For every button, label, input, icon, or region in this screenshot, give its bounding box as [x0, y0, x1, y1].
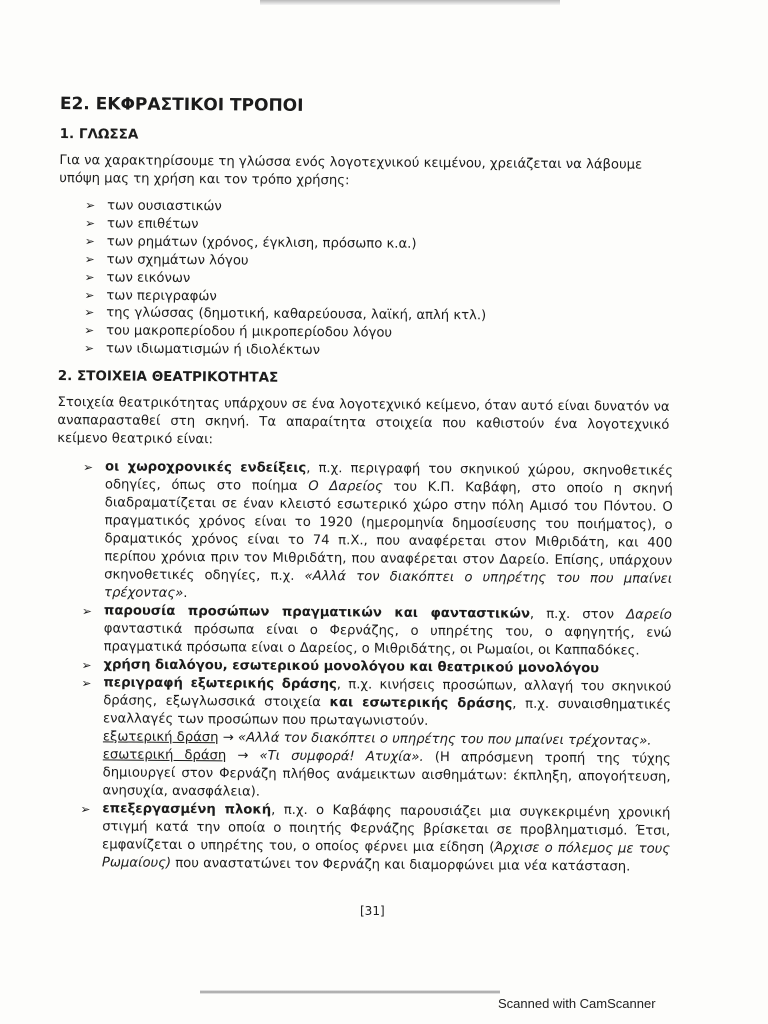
list-item-spatiotemporal: [82, 458, 673, 607]
section-1-title: 1. ΓΛΩΣΣΑ: [59, 126, 139, 143]
text: , π.χ. ο Καβάφης παρουσιάζει μια συγκεκριμένη χρονική στιγμή κατά την οποία ο ποιητής Φερνάζης βρίσκεται σε προβληματισμό. Έτσι, εμφανίζεται ο υπηρέτης του, ο οποίος φέρνει μια είδηση (: [102, 802, 671, 856]
list-item-persons: [82, 602, 672, 661]
scanner-watermark: Scanned with CamScanner: [498, 996, 656, 1011]
text: , π.χ. στον: [529, 606, 627, 623]
quote: «Αλλά τον διακόπτει ο υπηρέτης του που μπαίνει τρέχοντας».: [237, 730, 652, 749]
scan-shadow-top: [260, 0, 560, 5]
term: οι χωροχρονικές ενδείξεις: [104, 459, 307, 476]
label-internal-action: εσωτερική δράση: [102, 747, 227, 764]
list-item: ➢ των εικόνων: [84, 269, 486, 290]
list-item-action: [80, 674, 671, 805]
text: .: [183, 585, 188, 602]
arrow: →: [218, 730, 239, 746]
quote: «Αλλά τον διακόπτει ο υπηρέτης του που μπαίνει τρέχοντας»: [104, 568, 673, 601]
term: επεξεργασμένη πλοκή: [102, 801, 272, 818]
quote: Άρχισε ο πόλεμος με τους Ρωμαίους): [101, 840, 671, 871]
list-item: ➢ των ιδιωματισμών ή ιδιολέκτων: [84, 340, 486, 361]
list-item: ➢ της γλώσσας (δημοτική, καθαρεύουσα, λαϊκή, απλή κτλ.): [84, 305, 486, 326]
text: , π.χ. συναισθηματικές εναλλαγές των προσώπων που πρωταγωνιστούν.: [103, 696, 672, 729]
theatricality-elements-list: [80, 458, 673, 877]
text: φανταστικά πρόσωπα είναι ο Φερνάζης, ο υπηρέτης του, ο αφηγητής, ενώ πραγματικά πρόσωπα είναι ο Δαρείος, ο Μιθριδάτης, οι Ρωμαίοι, οι Καππαδόκες.: [103, 621, 672, 659]
text: του Κ.Π. Καβάφη, στο οποίο η σκηνή διαδραματίζεται σε έναν κλειστό εσωτερικό χώρο στην πόλη Αμισό του Πόντου. Ο πραγματικός χρόνος είναι το 1920 (ημερομηνία δημοσίευσης του ποιήματος), ο δραματικός χρόνος είναι το 74 π.Χ., που αναφέρεται στον Μιθριδάτη, και 400 περίπου χρόνια πριν τον Μιθριδάτη, που αναφέρεται στον Δαρείο. Επίσης, υπάρχουν σκηνοθετικές οδηγίες, π.χ.: [104, 479, 673, 584]
list-item: ➢ των ουσιαστικών: [85, 197, 487, 218]
list-item: ➢ των ρημάτων (χρόνος, έγκλιση, πρόσωπο κ.α.): [85, 233, 487, 254]
text: που αναστατώνει τον Φερνάζη και διαμορφώνει μια νέα κατάσταση.: [171, 855, 631, 875]
page-header: Ε2. ΕΚΦΡΑΣΤΙΚΟΙ ΤΡΟΠΟΙ: [59, 94, 304, 116]
term: παρουσία προσώπων πραγματικών και φανταστικών: [103, 603, 531, 622]
list-item: ➢ των επιθέτων: [85, 215, 487, 236]
page-number: [31]: [360, 904, 385, 918]
section-1-intro: Για να χαρακτηρίσουμε τη γλώσσα ενός λογοτεχνικού κειμένου, χρειάζεται να λάβουμε υπόψη μας τη χρήση και τον τρόπο χρήσης:: [59, 153, 643, 189]
arrow: →: [226, 748, 260, 764]
section-2-title: 2. ΣΤΟΙΧΕΙΑ ΘΕΑΤΡΙΚΟΤΗΤΑΣ: [57, 368, 279, 386]
list-item: ➢ του μακροπερίοδου ή μικροπερίοδου λόγου: [84, 323, 486, 344]
label-external-action: εξωτερική δράση: [102, 729, 219, 746]
list-item: ➢ των σχημάτων λόγου: [85, 251, 487, 272]
text: (Η απρόσμενη τροπή της τύχης δημιουργεί στον Φερνάζη πλήθος ανάμεικτων αισθημάτων: έκπληξη, απογοήτευση, ανησυχία, ανασφάλεια).: [102, 749, 671, 800]
text: , π.χ. περιγραφή του σκηνικού χώρου, σκηνοθετικές οδηγίες, όπως στο ποίημα: [104, 460, 674, 494]
scan-shadow-bottom: [200, 990, 500, 994]
language-criteria-list: [84, 197, 487, 361]
quote: «Τι συμφορά! Ατυχία».: [259, 748, 424, 765]
poem-title: Δαρείο: [626, 607, 672, 623]
list-item: ➢ των περιγραφών: [84, 287, 486, 308]
term: χρήση διαλόγου, εσωτερικού μονολόγου και θεατρικού μονολόγου: [103, 657, 600, 677]
term: και εσωτερικής δράσης: [329, 695, 513, 712]
text: , π.χ. κινήσεις προσώπων, αλλαγή του σκηνικού δράσης, εξωγλωσσικά στοιχεία: [103, 677, 672, 711]
section-2-intro: Στοιχεία θεατρικότητας υπάρχουν σε ένα λογοτεχνικό κείμενο, όταν αυτό είναι δυνατόν να αναπαρασταθεί στη σκηνή. Τα απαραίτητα στοιχεία που καθιστούν ένα λογοτεχνικό κείμενο θεατρικό είναι:: [57, 395, 670, 448]
term: περιγραφή εξωτερικής δράσης: [103, 675, 337, 693]
poem-title: Ο Δαρείος: [308, 478, 383, 495]
document-page: [57, 92, 678, 875]
list-item-plot: [80, 800, 671, 877]
